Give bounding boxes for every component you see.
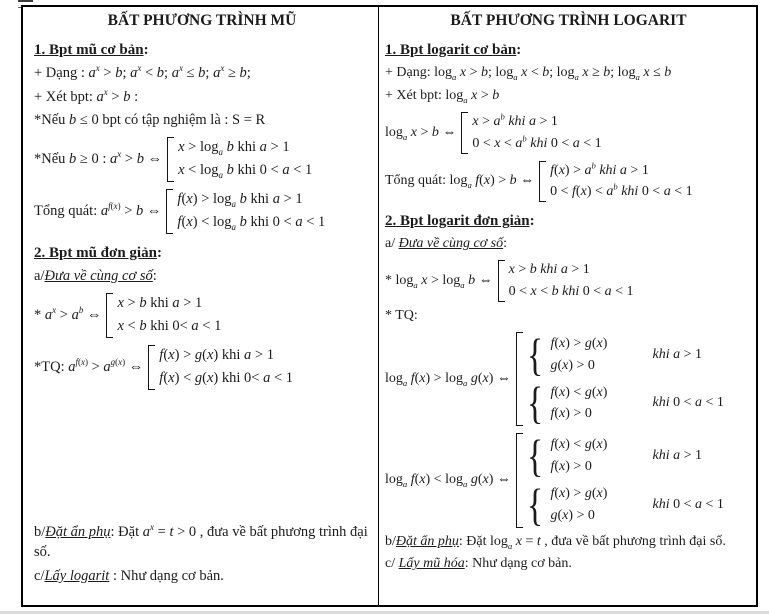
left-square-bracket: [148, 345, 155, 390]
cases-group: { f(x) < g(x) f(x) > 0 khi 0 < a < 1: [526, 378, 724, 429]
section-heading-text: 1. Bpt logarit cơ bản: [385, 41, 517, 58]
formula-lead: $\log_a x > b$ ⇔: [385, 124, 457, 142]
cases-rows: [550, 382, 646, 426]
cases-rows: [550, 160, 693, 204]
text-line: + Xét bpt: $a^x > b$ :: [34, 86, 139, 105]
cases-rows: [117, 292, 221, 339]
case-condition: khi a > 1: [652, 346, 702, 362]
text-line: b/Đặt ẩn phụ: Đặt $a^x = t > 0$ , đưa về bất phương trình đại số.: [34, 521, 368, 561]
formula-row: f(x) > 0: [550, 459, 592, 475]
formula-row: $x > \log_a b$ khi a > 1: [178, 138, 290, 157]
cases-rows: [159, 344, 293, 391]
formula-row: f(x) < g(x): [550, 437, 608, 453]
formula-cases: [385, 111, 752, 155]
formula-row: $f(x) < \log_a b$ khi 0 < a < 1: [177, 214, 326, 233]
case-condition: khi a > 1: [652, 448, 702, 464]
formula-cases: [385, 160, 752, 204]
left-square-bracket: [166, 189, 173, 234]
formula-cases: [34, 136, 370, 183]
cases-group: { f(x) < g(x) f(x) > 0 khi a > 1: [526, 431, 702, 482]
left-square-bracket: [539, 161, 546, 203]
formula-lead: $\log_a f(x) > \log_a g(x)$ ⇔: [385, 371, 511, 388]
formula-row: f(x) > g(x) khi a > 1: [159, 346, 274, 363]
section-heading: 2. Bpt mũ đơn giản:: [34, 244, 162, 261]
formula-lead: *Nếu b ≥ 0 : $a^x > b$ ⇔: [34, 149, 163, 167]
column-content-logarithm: [385, 40, 752, 574]
cases-group: { f(x) > g(x) g(x) > 0 khi a > 1: [526, 329, 702, 380]
cases-rows: [509, 259, 634, 303]
text-line: + Dạng: $\log_a x > b$; $\log_a x < b$; $\log_a x \ge b$; $\log_a x \le b$: [385, 65, 672, 82]
text-line: + Xét bpt: $\log_a x > b$: [385, 88, 500, 105]
section-heading-text: 2. Bpt mũ đơn giản: [34, 244, 157, 261]
formula-row: x > b khi a > 1: [117, 294, 203, 311]
formula-cases: [34, 188, 370, 235]
left-square-bracket: [167, 137, 174, 182]
formula-row: x < b khi 0< a < 1: [117, 318, 222, 335]
column-title-exponential: BẤT PHƯƠNG TRÌNH MŨ: [107, 12, 297, 29]
cases-groups: [527, 331, 724, 427]
formula-row: f(x) < g(x) khi 0< a < 1: [159, 370, 294, 387]
formula-cases: [34, 344, 370, 391]
text-line: c/ Lấy mũ hóa: Như dạng cơ bản.: [385, 556, 572, 572]
text-line: *Nếu b ≤ 0 bpt có tập nghiệm là : S = R: [34, 112, 266, 129]
formula-row: g(x) > 0: [550, 507, 595, 523]
formula-lead: *TQ: $a^{f(x)} > a^{g(x)}$ ⇔: [34, 356, 144, 375]
left-square-bracket: [516, 332, 523, 426]
formula-row: $x < \log_a b$ khi 0 < a < 1: [178, 162, 313, 181]
formula-row: f(x) > g(x): [550, 335, 608, 351]
formula-lead: * $\log_a x > \log_a b$ ⇔: [385, 273, 493, 290]
formula-row: $f(x) > \log_a b$ khi a > 1: [177, 190, 303, 209]
left-square-bracket: [461, 112, 468, 154]
cases-rows: [550, 333, 646, 377]
case-condition: khi 0 < a < 1: [652, 395, 724, 411]
comparison-table: [21, 5, 758, 607]
spacer: [34, 391, 370, 519]
text-line: + Dạng : $a^x > b$; $a^x < b$; $a^x \le b$; $a^x \ge b$;: [34, 63, 251, 82]
formula-nested-cases: [385, 331, 752, 427]
cases-group: { f(x) > g(x) g(x) > 0 khi 0 < a < 1: [526, 479, 724, 530]
cases-groups: [527, 432, 724, 528]
cases-rows: [550, 483, 646, 527]
formula-row: $0 < f(x) < a^b$ khi 0 < a < 1: [550, 181, 693, 200]
section-heading: 2. Bpt logarit đơn giản:: [385, 213, 535, 230]
text-line: a/Đưa về cùng cơ số:: [34, 268, 157, 285]
column-content-exponential: [34, 40, 370, 586]
left-square-bracket: [516, 433, 523, 527]
formula-row: $0 < x < a^b$ khi 0 < a < 1: [472, 133, 602, 151]
formula-row: f(x) > 0: [550, 406, 592, 422]
formula-row: f(x) > g(x): [550, 485, 608, 501]
formula-nested-cases: [385, 432, 752, 528]
formula-row: $f(x) > a^b$ khi a > 1: [550, 159, 649, 178]
text-line: c/Lấy logarit : Như dạng cơ bản.: [34, 567, 224, 584]
section-heading-text: 1. Bpt mũ cơ bản: [34, 41, 144, 58]
left-square-bracket: [498, 260, 505, 302]
formula-row: f(x) < g(x): [550, 384, 608, 400]
section-heading: 1. Bpt logarit cơ bản:: [385, 41, 522, 58]
formula-row: x > b khi a > 1: [508, 262, 590, 278]
column-exponential: [23, 7, 379, 605]
left-square-bracket: [106, 293, 113, 338]
text-line: b/Đặt ẩn phụ: Đặt $\log_a x = t$ , đưa về bất phương trình đại số.: [385, 533, 726, 551]
section-heading-text: 2. Bpt logarit đơn giản: [385, 213, 530, 230]
formula-row: $x > a^b$ khi a > 1: [472, 111, 558, 129]
formula-row: g(x) > 0: [550, 357, 595, 373]
case-condition: khi 0 < a < 1: [652, 496, 724, 512]
formula-lead: Tổng quát: $\log_a f(x) > b$ ⇔: [385, 173, 535, 191]
text-line: * TQ:: [385, 308, 418, 324]
section-heading: 1. Bpt mũ cơ bản:: [34, 41, 149, 58]
formula-lead: * $a^x > a^b$ ⇔: [34, 304, 102, 323]
formula-cases: [385, 259, 752, 303]
formula-lead: $\log_a f(x) < \log_a g(x)$ ⇔: [385, 472, 511, 490]
cases-rows: [177, 188, 325, 235]
cases-rows: [550, 434, 646, 478]
formula-lead: Tổng quát: $a^{f(x)} > b$ ⇔: [34, 201, 162, 219]
cases-rows: [178, 136, 312, 183]
formula-row: 0 < x < b khi 0 < a < 1: [508, 284, 634, 300]
column-title-logarithm: BẤT PHƯƠNG TRÌNH LOGARIT: [450, 12, 687, 29]
formula-cases: [34, 292, 370, 339]
column-logarithm: [379, 7, 756, 605]
text-line: a/ Đưa về cùng cơ số:: [385, 236, 508, 252]
cases-rows: [472, 111, 601, 155]
